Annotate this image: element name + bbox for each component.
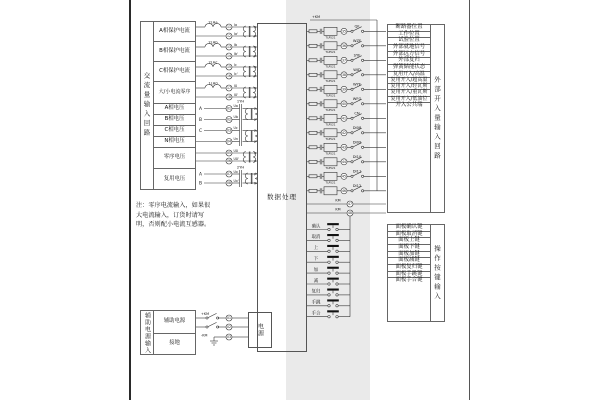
svg-text:TLP521: TLP521 bbox=[325, 49, 336, 54]
label-box: 面板减键 bbox=[388, 258, 430, 265]
order-note: 注：零序电流输入，如果很大电流输入，订货时请写明，否则配小电流互感器。 bbox=[136, 202, 211, 229]
aux-power-rows bbox=[154, 311, 195, 354]
label-box: A相保护电流 bbox=[154, 22, 195, 42]
svg-text:A: A bbox=[198, 107, 203, 112]
data-processor-box bbox=[257, 23, 307, 352]
aux-power-group-label: 辅助电源输入 bbox=[141, 311, 154, 354]
svg-text:复归: 复归 bbox=[311, 289, 321, 295]
digital-input-row bbox=[307, 39, 386, 54]
panel-key-row bbox=[307, 310, 350, 318]
svg-text:48: 48 bbox=[348, 211, 352, 216]
ac-input-group bbox=[140, 21, 196, 190]
power-supply-label: 电源 bbox=[256, 323, 264, 337]
svg-text:TLP521: TLP521 bbox=[325, 136, 336, 141]
svg-text:44: 44 bbox=[342, 159, 346, 164]
digital-input-group bbox=[387, 24, 445, 213]
aux-power-wiring bbox=[196, 312, 248, 345]
label-box: 复用电压 bbox=[163, 176, 186, 183]
svg-text:2LHb: 2LHb bbox=[208, 40, 218, 45]
svg-text:Ub: Ub bbox=[233, 115, 239, 120]
svg-text:17: 17 bbox=[227, 86, 231, 91]
svg-text:02: 02 bbox=[227, 117, 231, 122]
digital-input-row bbox=[307, 83, 386, 98]
svg-text:01: 01 bbox=[227, 316, 231, 321]
svg-text:Ic: Ic bbox=[234, 62, 237, 67]
label-box: C相保护电流 bbox=[154, 62, 195, 82]
label-box: B相保护电流 bbox=[154, 42, 195, 62]
svg-text:Ua: Ua bbox=[233, 104, 238, 109]
label-box: 面板上键 bbox=[388, 238, 430, 245]
svg-text:B: B bbox=[198, 181, 203, 187]
svg-text:Ux: Ux bbox=[233, 169, 238, 174]
svg-text:04: 04 bbox=[227, 139, 231, 144]
panel-key-row bbox=[307, 233, 350, 241]
svg-text:DI08: DI08 bbox=[352, 126, 362, 131]
svg-text:WYF: WYF bbox=[352, 82, 362, 87]
digital-input-row bbox=[307, 170, 386, 185]
svg-text:WJD: WJD bbox=[353, 68, 361, 73]
svg-text:DI11: DI11 bbox=[352, 169, 362, 174]
label-box: 复用开入/重瓦斯 bbox=[388, 90, 430, 96]
label-box: 试验位置 bbox=[388, 38, 430, 45]
label-box: 复用开入/低油位 bbox=[388, 97, 430, 103]
svg-text:38: 38 bbox=[342, 72, 346, 77]
svg-text:WZF: WZF bbox=[352, 39, 362, 44]
svg-text:Ia': Ia' bbox=[234, 31, 238, 36]
svg-text:1LH0: 1LH0 bbox=[208, 81, 218, 86]
svg-text:06: 06 bbox=[227, 159, 231, 164]
svg-text:减: 减 bbox=[313, 278, 319, 284]
panel-key-row bbox=[307, 255, 350, 263]
digital-input-row bbox=[307, 155, 386, 170]
aux-power-group bbox=[140, 310, 196, 355]
label-box: 零序电压 bbox=[154, 148, 195, 169]
ct-name: 2LHa bbox=[208, 20, 218, 25]
svg-text:加: 加 bbox=[313, 267, 319, 273]
svg-text:TLP521: TLP521 bbox=[325, 165, 336, 170]
svg-text:I0': I0' bbox=[234, 92, 238, 97]
svg-text:1YH: 1YH bbox=[236, 99, 245, 104]
label-box: 面板取消键 bbox=[388, 232, 430, 239]
input-common-wiring bbox=[307, 199, 386, 217]
svg-text:Un: Un bbox=[233, 137, 239, 142]
svg-text:KM: KM bbox=[335, 198, 341, 203]
digital-input-row bbox=[307, 25, 386, 40]
svg-text:16: 16 bbox=[227, 74, 231, 79]
svg-text:46: 46 bbox=[342, 188, 346, 193]
svg-text:2LHc: 2LHc bbox=[208, 60, 218, 65]
panel-key-row bbox=[307, 288, 350, 296]
digital-input-row bbox=[307, 126, 386, 141]
ct-row-c bbox=[196, 61, 257, 80]
svg-text:TLP521: TLP521 bbox=[325, 107, 336, 112]
label-box: 大/小电流零序 bbox=[154, 82, 195, 104]
svg-text:35: 35 bbox=[342, 29, 346, 34]
digital-input-row bbox=[307, 54, 386, 69]
panel-key-group-label: 操作按键输入 bbox=[430, 225, 444, 321]
svg-text:Ia: Ia bbox=[234, 22, 237, 27]
label-box: 辅助电源 bbox=[154, 311, 195, 334]
label-box: 复用开入/高温 bbox=[388, 72, 430, 78]
svg-text:2YH: 2YH bbox=[236, 165, 245, 170]
label-box: 面板加键 bbox=[388, 252, 430, 259]
svg-text:Uc: Uc bbox=[233, 126, 238, 131]
svg-text:43: 43 bbox=[342, 145, 346, 150]
svg-text:37: 37 bbox=[342, 58, 346, 63]
panel-key-row bbox=[307, 299, 350, 307]
digital-input-row bbox=[307, 141, 386, 156]
label-box: 外部复归 bbox=[388, 58, 430, 65]
label-box: 面板手跳键 bbox=[388, 272, 430, 279]
svg-text:05: 05 bbox=[227, 151, 231, 156]
svg-text:TLP521: TLP521 bbox=[325, 122, 336, 127]
svg-text:Ic': Ic' bbox=[234, 71, 238, 76]
svg-text:12: 12 bbox=[227, 34, 231, 39]
ct-row-zeroseq bbox=[196, 82, 257, 101]
svg-text:07: 07 bbox=[227, 172, 231, 177]
svg-text:B: B bbox=[198, 118, 203, 123]
svg-text:C: C bbox=[198, 129, 203, 134]
svg-text:KM: KM bbox=[335, 207, 341, 212]
svg-text:TLP521: TLP521 bbox=[325, 64, 336, 69]
label-box: 面板手合键 bbox=[395, 277, 423, 284]
label-box: 外部就地信号 bbox=[388, 45, 430, 52]
svg-text:39: 39 bbox=[342, 87, 346, 92]
svg-text:40: 40 bbox=[342, 101, 346, 106]
svg-text:47: 47 bbox=[348, 202, 352, 207]
label-box: 断路器位置 bbox=[388, 25, 430, 32]
ac-input-rows bbox=[154, 22, 195, 189]
svg-text:+KM: +KM bbox=[201, 312, 209, 316]
panel-key-row bbox=[307, 222, 350, 230]
svg-text:下: 下 bbox=[313, 257, 319, 262]
label-box: 复用开入/超高温 bbox=[388, 78, 430, 84]
svg-text:-KM: -KM bbox=[201, 333, 208, 338]
label-box: C相电压 bbox=[154, 126, 195, 137]
vt-2yh bbox=[199, 166, 258, 188]
svg-text:TLP521: TLP521 bbox=[325, 151, 336, 156]
label-box: 弹簧储能状态 bbox=[388, 65, 430, 72]
svg-text:手合: 手合 bbox=[311, 311, 321, 317]
svg-text:Ib: Ib bbox=[234, 42, 238, 47]
label-box: 工作位置 bbox=[388, 32, 430, 39]
vt-1yh bbox=[196, 100, 258, 147]
svg-text:确认: 确认 bbox=[311, 224, 321, 230]
svg-text:I0: I0 bbox=[234, 83, 238, 88]
label-box: A相电压 bbox=[154, 104, 195, 115]
label-box: 面板下键 bbox=[388, 245, 430, 252]
svg-text:WFG: WFG bbox=[352, 97, 362, 102]
panel-key-row bbox=[307, 277, 350, 285]
svg-text:Ib': Ib' bbox=[234, 51, 238, 56]
digital-input-labels bbox=[388, 25, 430, 212]
panel-key-labels bbox=[388, 225, 430, 321]
svg-text:45: 45 bbox=[342, 174, 346, 179]
svg-text:14: 14 bbox=[227, 54, 231, 59]
svg-text:SYF: SYF bbox=[353, 53, 361, 58]
label-box: 面板复归键 bbox=[388, 265, 430, 272]
svg-text:手跳: 手跳 bbox=[311, 300, 321, 306]
svg-text:01: 01 bbox=[227, 106, 231, 111]
ct-row-a bbox=[196, 21, 257, 40]
svg-text:02: 02 bbox=[227, 325, 231, 330]
zero-seq-voltage bbox=[196, 149, 257, 164]
svg-text:A: A bbox=[198, 172, 203, 178]
label-box: 复用开入/轻瓦斯 bbox=[388, 84, 430, 90]
ac-input-group-label: 交流量输入回路 bbox=[141, 22, 154, 189]
digital-input-row bbox=[307, 97, 386, 112]
svg-text:36: 36 bbox=[342, 43, 346, 48]
label-box: 接地 bbox=[169, 340, 180, 347]
label-box: B相电压 bbox=[154, 115, 195, 126]
svg-text:Ux': Ux' bbox=[233, 178, 239, 183]
panel-key-group bbox=[387, 224, 445, 322]
svg-text:U0: U0 bbox=[233, 148, 239, 153]
label-box: 外部远方信号 bbox=[388, 52, 430, 59]
svg-text:03: 03 bbox=[227, 335, 231, 340]
svg-text:DI09: DI09 bbox=[352, 140, 362, 145]
svg-text:取消: 取消 bbox=[311, 235, 321, 241]
digital-input-group-label: 外部开入量输入回路 bbox=[430, 25, 444, 212]
svg-text:18: 18 bbox=[227, 95, 231, 100]
panel-key-row bbox=[307, 244, 350, 252]
ct-row-b bbox=[196, 41, 257, 60]
svg-text:QF: QF bbox=[354, 24, 360, 29]
digital-input-row bbox=[307, 112, 386, 127]
svg-text:TLP521: TLP521 bbox=[325, 78, 336, 83]
digital-input-row bbox=[307, 68, 386, 83]
svg-text:41: 41 bbox=[342, 116, 346, 121]
digital-input-row bbox=[307, 184, 386, 195]
svg-text:上: 上 bbox=[313, 246, 319, 252]
svg-text:DI10: DI10 bbox=[352, 155, 362, 160]
panel-key-row bbox=[307, 266, 350, 274]
svg-text:03: 03 bbox=[227, 128, 231, 133]
label-box: N相电压 bbox=[154, 137, 195, 148]
svg-text:08: 08 bbox=[227, 181, 231, 186]
svg-text:TLP521: TLP521 bbox=[325, 180, 336, 185]
svg-text:TLP521: TLP521 bbox=[325, 93, 336, 98]
svg-text:11: 11 bbox=[227, 25, 231, 30]
svg-text:42: 42 bbox=[342, 130, 346, 135]
label-box: 开入公共端 bbox=[395, 101, 423, 108]
svg-text:13: 13 bbox=[227, 45, 231, 50]
svg-text:U0': U0' bbox=[233, 156, 239, 161]
svg-text:TLP521: TLP521 bbox=[325, 35, 336, 40]
data-processor-label: 数据处理 bbox=[267, 193, 297, 201]
svg-text:CN: CN bbox=[354, 111, 360, 116]
svg-text:+KM: +KM bbox=[312, 15, 320, 19]
svg-text:DI12: DI12 bbox=[352, 184, 362, 189]
label-box: 面板确认键 bbox=[388, 225, 430, 232]
svg-text:15: 15 bbox=[227, 65, 231, 70]
